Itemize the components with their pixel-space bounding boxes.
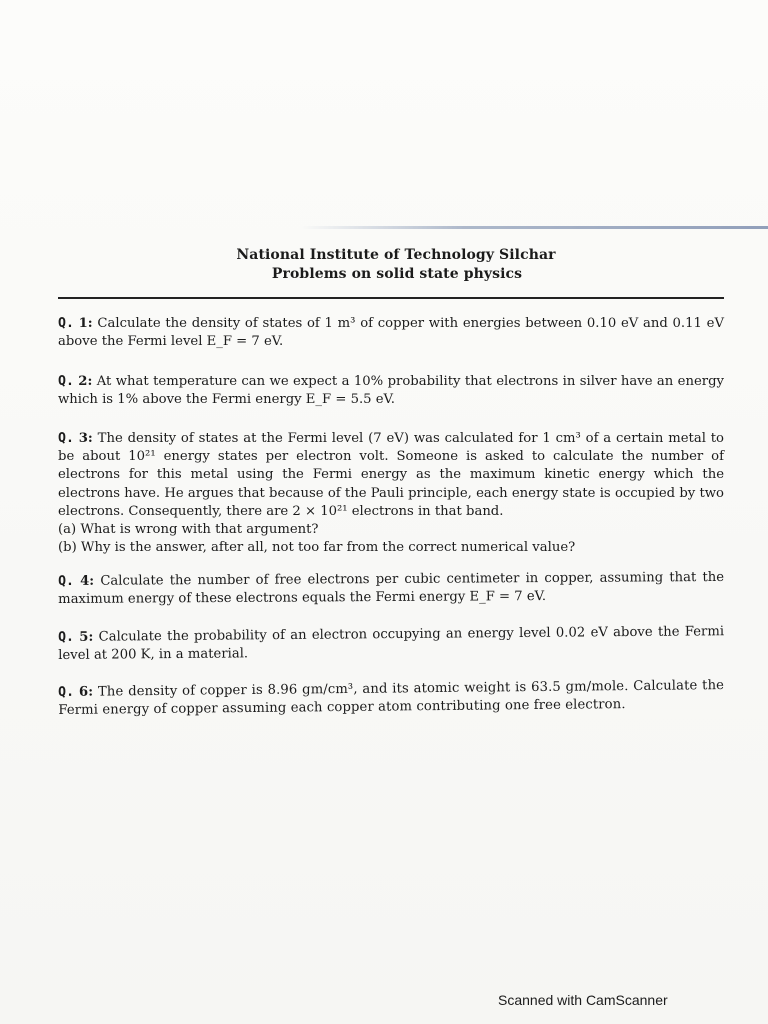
question-label: Q. bbox=[58, 316, 74, 331]
question-text: Calculate the number of free electrons per cubic centimeter in copper, assuming that the maximum energy of these electrons equals the Fermi energy E_F = 7 eV. bbox=[58, 569, 729, 607]
question-2 bbox=[58, 373, 729, 408]
document-header bbox=[0, 246, 768, 284]
question-label: Q. bbox=[58, 629, 75, 645]
question-6 bbox=[58, 677, 729, 719]
question-label: Q. bbox=[58, 431, 74, 446]
camscanner-watermark: Scanned with CamScanner bbox=[498, 992, 668, 1008]
question-number: 2: bbox=[78, 374, 93, 389]
question-text: Calculate the probability of an electron occupying an energy level 0.02 eV above the Fermi level at 200 K, in a material. bbox=[58, 624, 729, 663]
question-part-b: (b) Why is the answer, after all, not too far from the correct numerical value? bbox=[58, 540, 576, 556]
header-divider bbox=[58, 297, 724, 299]
scan-edge-shadow bbox=[300, 226, 768, 229]
document-subtitle: Problems on solid state physics bbox=[271, 266, 523, 282]
question-4 bbox=[58, 569, 729, 608]
question-3 bbox=[58, 430, 729, 557]
question-number: 5: bbox=[79, 629, 94, 645]
question-5 bbox=[58, 623, 729, 664]
question-text: At what temperature can we expect a 10% probability that electrons in silver have an energy which is 1% above the Fermi energy E_F = 5.5 eV. bbox=[58, 374, 729, 407]
question-number: 4: bbox=[80, 573, 95, 589]
question-label: Q. bbox=[58, 684, 75, 700]
question-label: Q. bbox=[58, 573, 74, 589]
question-label: Q. bbox=[58, 374, 74, 389]
institution-title: National Institute of Technology Silchar bbox=[236, 247, 556, 263]
question-part-a: (a) What is wrong with that argument? bbox=[58, 522, 319, 538]
question-number: 1: bbox=[78, 316, 93, 331]
question-number: 3: bbox=[78, 431, 93, 446]
question-text: Calculate the density of states of 1 m³ of copper with energies between 0.10 eV and 0.11 eV above the Fermi level E_F = 7 eV. bbox=[58, 316, 729, 349]
question-number: 6: bbox=[78, 684, 94, 700]
question-text: The density of copper is 8.96 gm/cm³, and its atomic weight is 63.5 gm/mole. Calculate the Fermi energy of copper assuming each copper atom contributing one free electron. bbox=[58, 677, 729, 718]
question-text: The density of states at the Fermi level (7 eV) was calculated for 1 cm³ of a certain metal to be about 10²¹ energy states per electron volt. Someone is asked to calculate the number of electrons for this metal using the Fermi energy as the maximum kinetic energy which the electrons have. He argues that because of the Pauli principle, each energy state is occupied by two electrons. Consequently, there are 2 × 10²¹ electrons in that band. bbox=[58, 431, 729, 519]
question-1 bbox=[58, 315, 729, 350]
